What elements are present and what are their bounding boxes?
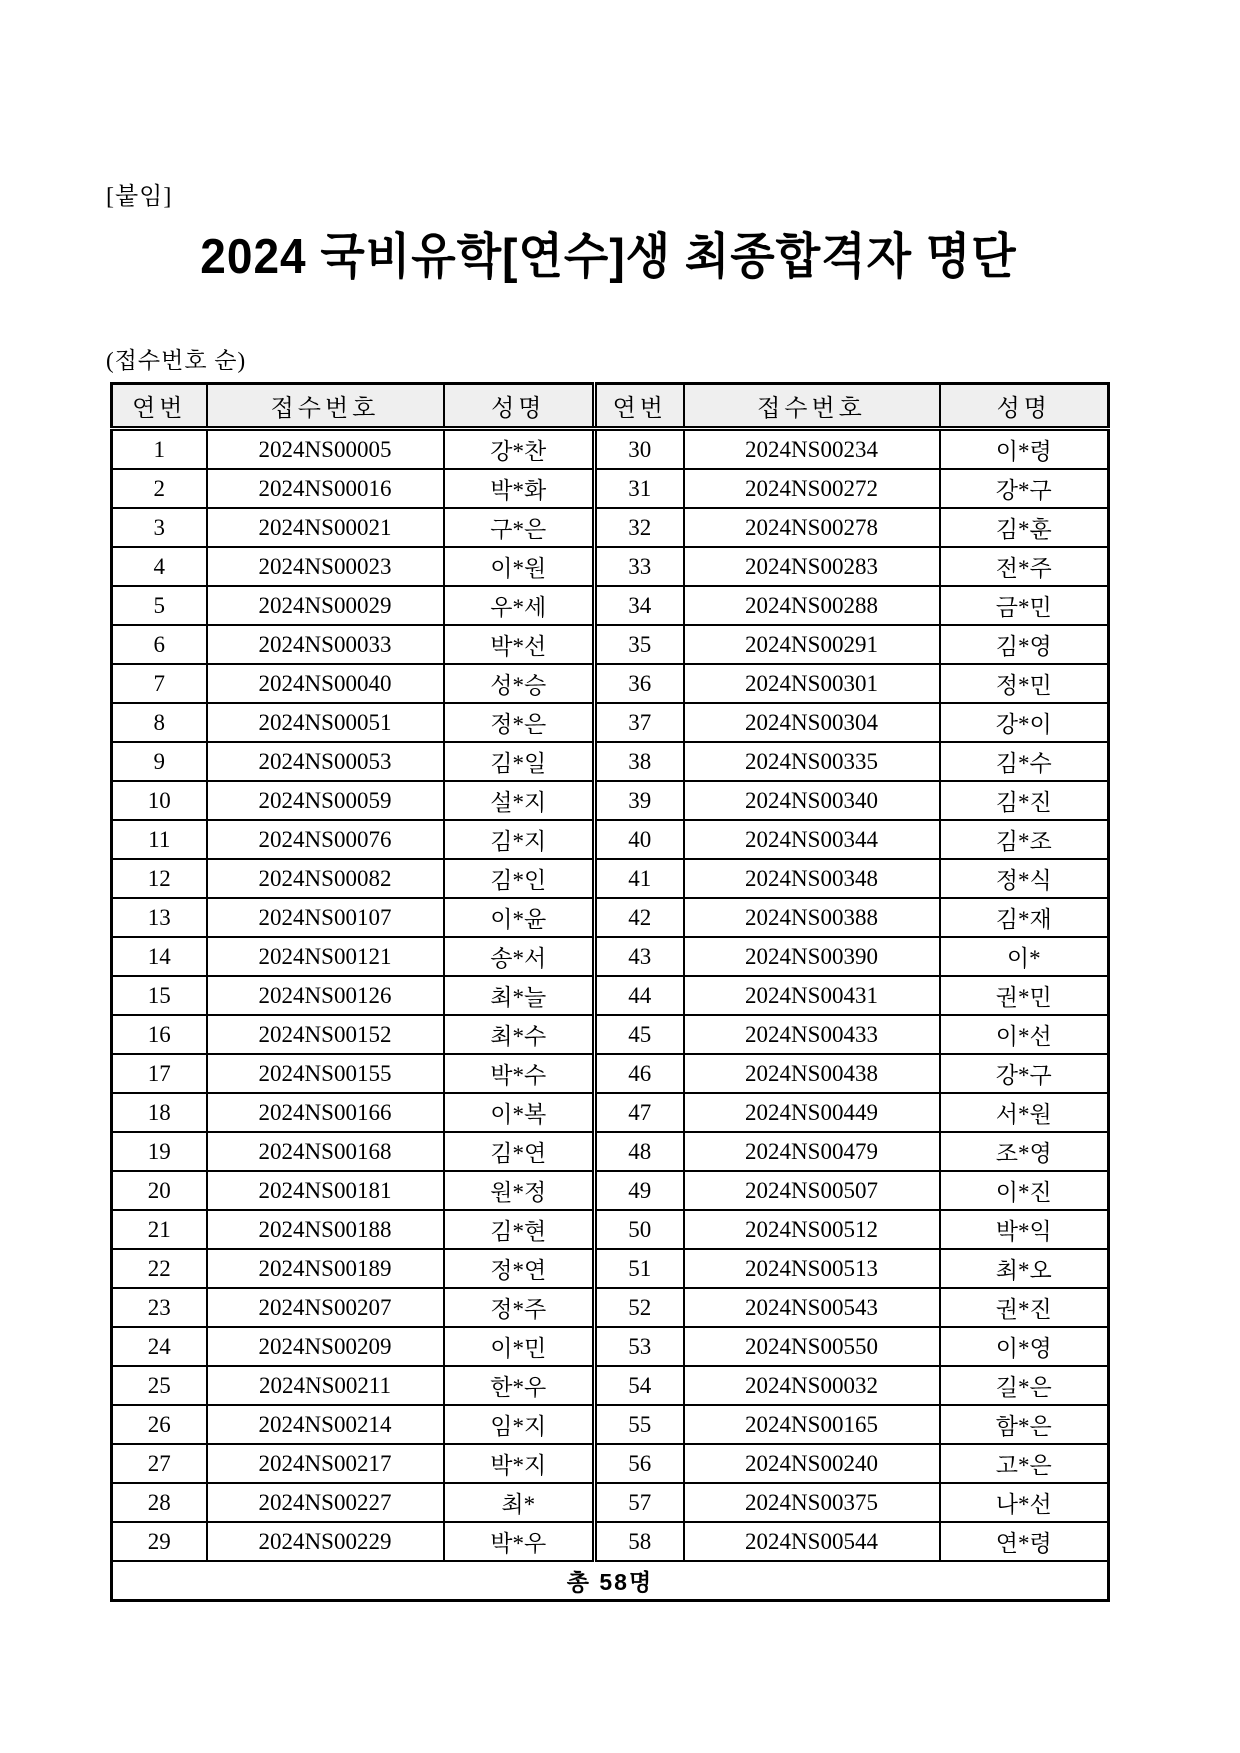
table-row [112, 976, 1109, 1015]
application-no: 2024NS00021 [207, 508, 444, 547]
row-no: 56 [595, 1444, 684, 1483]
header-row [112, 384, 1109, 429]
row-no: 31 [595, 469, 684, 508]
application-no: 2024NS00189 [207, 1249, 444, 1288]
row-no: 35 [595, 625, 684, 664]
applicant-name: 이*영 [940, 1327, 1109, 1366]
row-no: 13 [112, 898, 207, 937]
application-no: 2024NS00211 [207, 1366, 444, 1405]
table-row [112, 898, 1109, 937]
applicant-name: 권*진 [940, 1288, 1109, 1327]
applicant-name: 이*민 [444, 1327, 595, 1366]
row-no: 26 [112, 1405, 207, 1444]
row-no: 21 [112, 1210, 207, 1249]
application-no: 2024NS00005 [207, 429, 444, 470]
table-row [112, 664, 1109, 703]
row-no: 23 [112, 1288, 207, 1327]
row-no: 47 [595, 1093, 684, 1132]
application-no: 2024NS00040 [207, 664, 444, 703]
applicant-name: 김*수 [940, 742, 1109, 781]
row-no: 2 [112, 469, 207, 508]
table-row [112, 508, 1109, 547]
application-no: 2024NS00479 [684, 1132, 940, 1171]
table-row [112, 1483, 1109, 1522]
applicant-name: 강*구 [940, 469, 1109, 508]
application-no: 2024NS00032 [684, 1366, 940, 1405]
applicant-name: 김*지 [444, 820, 595, 859]
application-no: 2024NS00449 [684, 1093, 940, 1132]
row-no: 33 [595, 547, 684, 586]
applicant-name: 강*이 [940, 703, 1109, 742]
table-row [112, 469, 1109, 508]
applicant-name: 박*화 [444, 469, 595, 508]
table-row [112, 1288, 1109, 1327]
row-no: 40 [595, 820, 684, 859]
applicant-name: 함*은 [940, 1405, 1109, 1444]
row-no: 38 [595, 742, 684, 781]
row-no: 52 [595, 1288, 684, 1327]
application-no: 2024NS00335 [684, 742, 940, 781]
row-no: 37 [595, 703, 684, 742]
applicant-name: 임*지 [444, 1405, 595, 1444]
application-no: 2024NS00023 [207, 547, 444, 586]
application-no: 2024NS00288 [684, 586, 940, 625]
application-no: 2024NS00051 [207, 703, 444, 742]
table-row [112, 429, 1109, 470]
row-no: 29 [112, 1522, 207, 1561]
applicant-name: 김*일 [444, 742, 595, 781]
row-no: 55 [595, 1405, 684, 1444]
table-footer [112, 1561, 1109, 1601]
row-no: 49 [595, 1171, 684, 1210]
applicant-name: 박*익 [940, 1210, 1109, 1249]
row-no: 36 [595, 664, 684, 703]
applicant-name: 김*재 [940, 898, 1109, 937]
total-count: 총 58명 [112, 1561, 1109, 1601]
table-row [112, 1366, 1109, 1405]
row-no: 18 [112, 1093, 207, 1132]
applicant-name: 이*령 [940, 429, 1109, 470]
row-no: 1 [112, 429, 207, 470]
table-row [112, 1015, 1109, 1054]
application-no: 2024NS00166 [207, 1093, 444, 1132]
application-no: 2024NS00016 [207, 469, 444, 508]
application-no: 2024NS00029 [207, 586, 444, 625]
applicant-name: 길*은 [940, 1366, 1109, 1405]
applicant-name: 강*구 [940, 1054, 1109, 1093]
title-bar [110, 220, 1107, 286]
table-row [112, 1054, 1109, 1093]
application-no: 2024NS00550 [684, 1327, 940, 1366]
applicant-name: 이*윤 [444, 898, 595, 937]
table-row [112, 1132, 1109, 1171]
applicant-name: 설*지 [444, 781, 595, 820]
applicant-name: 고*은 [940, 1444, 1109, 1483]
application-no: 2024NS00227 [207, 1483, 444, 1522]
applicant-name: 최*수 [444, 1015, 595, 1054]
applicant-name: 김*현 [444, 1210, 595, 1249]
application-no: 2024NS00217 [207, 1444, 444, 1483]
header-name-right: 성명 [940, 384, 1109, 429]
application-no: 2024NS00059 [207, 781, 444, 820]
application-no: 2024NS00165 [684, 1405, 940, 1444]
applicant-name: 최*오 [940, 1249, 1109, 1288]
row-no: 54 [595, 1366, 684, 1405]
applicant-name: 원*정 [444, 1171, 595, 1210]
application-no: 2024NS00053 [207, 742, 444, 781]
table-row [112, 1171, 1109, 1210]
applicant-name: 우*세 [444, 586, 595, 625]
row-no: 45 [595, 1015, 684, 1054]
application-no: 2024NS00438 [684, 1054, 940, 1093]
applicant-name: 송*서 [444, 937, 595, 976]
applicant-name: 한*우 [444, 1366, 595, 1405]
row-no: 57 [595, 1483, 684, 1522]
applicant-name: 연*령 [940, 1522, 1109, 1561]
table-row [112, 625, 1109, 664]
table-row [112, 859, 1109, 898]
row-no: 34 [595, 586, 684, 625]
application-no: 2024NS00431 [684, 976, 940, 1015]
row-no: 8 [112, 703, 207, 742]
application-no: 2024NS00188 [207, 1210, 444, 1249]
row-no: 48 [595, 1132, 684, 1171]
application-no: 2024NS00340 [684, 781, 940, 820]
row-no: 4 [112, 547, 207, 586]
table-body [112, 429, 1109, 1562]
application-no: 2024NS00207 [207, 1288, 444, 1327]
application-no: 2024NS00181 [207, 1171, 444, 1210]
table-row [112, 1444, 1109, 1483]
table-row [112, 781, 1109, 820]
row-no: 11 [112, 820, 207, 859]
row-no: 44 [595, 976, 684, 1015]
applicant-name: 전*주 [940, 547, 1109, 586]
application-no: 2024NS00390 [684, 937, 940, 976]
application-no: 2024NS00168 [207, 1132, 444, 1171]
row-no: 50 [595, 1210, 684, 1249]
applicant-name: 정*주 [444, 1288, 595, 1327]
applicant-name: 정*은 [444, 703, 595, 742]
header-app-no-left: 접수번호 [207, 384, 444, 429]
row-no: 42 [595, 898, 684, 937]
applicant-name: 이*원 [444, 547, 595, 586]
application-no: 2024NS00152 [207, 1015, 444, 1054]
application-no: 2024NS00126 [207, 976, 444, 1015]
row-no: 7 [112, 664, 207, 703]
row-no: 30 [595, 429, 684, 470]
table-row [112, 1405, 1109, 1444]
applicant-name: 최*늘 [444, 976, 595, 1015]
application-no: 2024NS00278 [684, 508, 940, 547]
footer-row [112, 1561, 1109, 1601]
successful-applicants-table [110, 382, 1110, 1602]
applicant-name: 김*인 [444, 859, 595, 898]
table-row [112, 547, 1109, 586]
row-no: 53 [595, 1327, 684, 1366]
applicant-name: 정*연 [444, 1249, 595, 1288]
application-no: 2024NS00304 [684, 703, 940, 742]
row-no: 14 [112, 937, 207, 976]
attachment-label: [붙임] [106, 184, 173, 210]
row-no: 43 [595, 937, 684, 976]
row-no: 5 [112, 586, 207, 625]
row-no: 10 [112, 781, 207, 820]
application-no: 2024NS00033 [207, 625, 444, 664]
row-no: 22 [112, 1249, 207, 1288]
applicant-name: 박*선 [444, 625, 595, 664]
application-no: 2024NS00121 [207, 937, 444, 976]
table-header [112, 384, 1109, 429]
row-no: 20 [112, 1171, 207, 1210]
table-row [112, 586, 1109, 625]
table-row [112, 1327, 1109, 1366]
applicant-name: 박*지 [444, 1444, 595, 1483]
applicant-name: 이* [940, 937, 1109, 976]
application-no: 2024NS00348 [684, 859, 940, 898]
application-no: 2024NS00513 [684, 1249, 940, 1288]
row-no: 51 [595, 1249, 684, 1288]
table-row [112, 820, 1109, 859]
applicant-name: 권*민 [940, 976, 1109, 1015]
row-no: 46 [595, 1054, 684, 1093]
application-no: 2024NS00512 [684, 1210, 940, 1249]
applicant-name: 구*은 [444, 508, 595, 547]
application-no: 2024NS00301 [684, 664, 940, 703]
application-no: 2024NS00388 [684, 898, 940, 937]
applicant-name: 서*원 [940, 1093, 1109, 1132]
row-no: 58 [595, 1522, 684, 1561]
row-no: 16 [112, 1015, 207, 1054]
application-no: 2024NS00240 [684, 1444, 940, 1483]
table-row [112, 742, 1109, 781]
applicant-name: 김*영 [940, 625, 1109, 664]
applicant-name: 나*선 [940, 1483, 1109, 1522]
application-no: 2024NS00433 [684, 1015, 940, 1054]
application-no: 2024NS00082 [207, 859, 444, 898]
row-no: 17 [112, 1054, 207, 1093]
header-app-no-right: 접수번호 [684, 384, 940, 429]
applicant-name: 김*진 [940, 781, 1109, 820]
header-name-left: 성명 [444, 384, 595, 429]
application-no: 2024NS00272 [684, 469, 940, 508]
table-row [112, 1249, 1109, 1288]
row-no: 24 [112, 1327, 207, 1366]
applicant-name: 최* [444, 1483, 595, 1522]
application-no: 2024NS00214 [207, 1405, 444, 1444]
application-no: 2024NS00291 [684, 625, 940, 664]
applicant-name: 박*수 [444, 1054, 595, 1093]
row-no: 15 [112, 976, 207, 1015]
table-row [112, 1093, 1109, 1132]
applicant-name: 성*승 [444, 664, 595, 703]
row-no: 28 [112, 1483, 207, 1522]
applicant-name: 이*복 [444, 1093, 595, 1132]
row-no: 39 [595, 781, 684, 820]
application-no: 2024NS00507 [684, 1171, 940, 1210]
row-no: 12 [112, 859, 207, 898]
application-no: 2024NS00375 [684, 1483, 940, 1522]
application-no: 2024NS00209 [207, 1327, 444, 1366]
row-no: 41 [595, 859, 684, 898]
applicant-name: 김*훈 [940, 508, 1109, 547]
application-no: 2024NS00229 [207, 1522, 444, 1561]
table-row [112, 937, 1109, 976]
applicant-name: 금*민 [940, 586, 1109, 625]
application-no: 2024NS00344 [684, 820, 940, 859]
applicant-name: 조*영 [940, 1132, 1109, 1171]
row-no: 6 [112, 625, 207, 664]
applicant-name: 강*찬 [444, 429, 595, 470]
applicant-name: 김*연 [444, 1132, 595, 1171]
applicant-name: 이*진 [940, 1171, 1109, 1210]
applicant-name: 이*선 [940, 1015, 1109, 1054]
application-no: 2024NS00155 [207, 1054, 444, 1093]
application-no: 2024NS00544 [684, 1522, 940, 1561]
applicant-name: 정*민 [940, 664, 1109, 703]
header-seq-right: 연번 [595, 384, 684, 429]
applicant-name: 정*식 [940, 859, 1109, 898]
table-row [112, 1210, 1109, 1249]
row-no: 9 [112, 742, 207, 781]
table-row [112, 703, 1109, 742]
application-no: 2024NS00234 [684, 429, 940, 470]
table-row [112, 1522, 1109, 1561]
row-no: 25 [112, 1366, 207, 1405]
sort-order-note: (접수번호 순) [106, 348, 247, 373]
application-no: 2024NS00076 [207, 820, 444, 859]
row-no: 19 [112, 1132, 207, 1171]
applicant-name: 박*우 [444, 1522, 595, 1561]
application-no: 2024NS00543 [684, 1288, 940, 1327]
application-no: 2024NS00107 [207, 898, 444, 937]
applicant-name: 김*조 [940, 820, 1109, 859]
row-no: 32 [595, 508, 684, 547]
row-no: 27 [112, 1444, 207, 1483]
application-no: 2024NS00283 [684, 547, 940, 586]
page-title: 2024 국비유학[연수]생 최종합격자 명단 [200, 228, 1017, 284]
header-seq-left: 연번 [112, 384, 207, 429]
row-no: 3 [112, 508, 207, 547]
